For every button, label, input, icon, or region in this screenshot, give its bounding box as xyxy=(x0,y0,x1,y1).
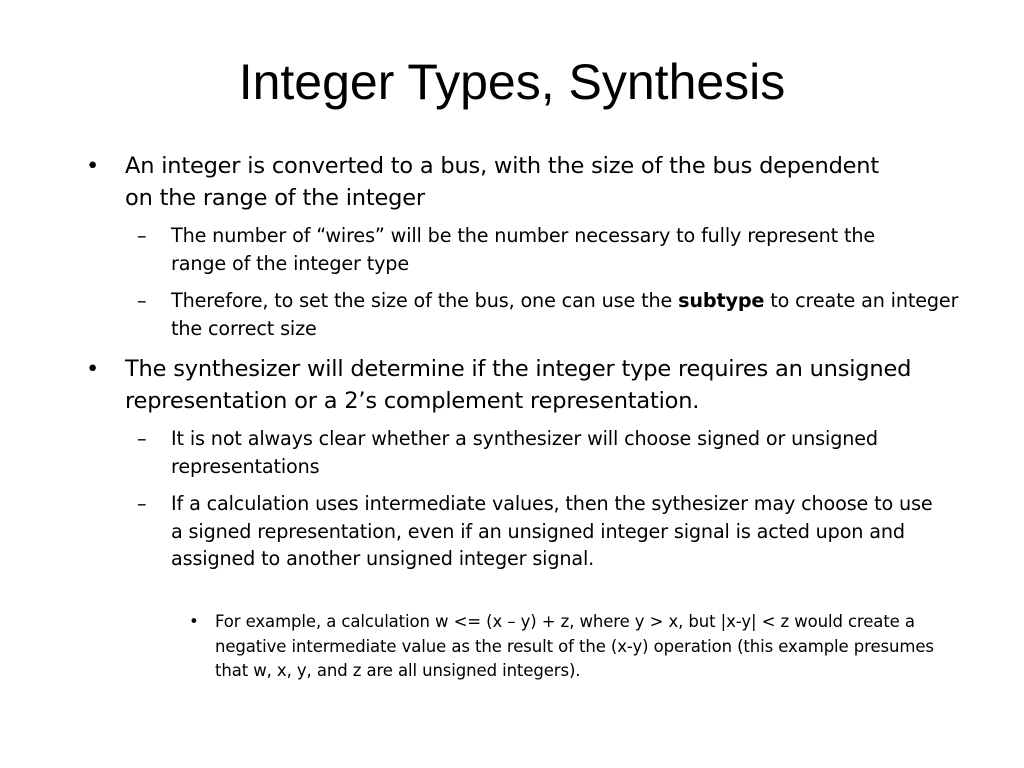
subbullet-2-1-text: It is not always clear whether a synthesizer will choose signed or unsigned representations xyxy=(171,427,878,478)
subtype-keyword: subtype xyxy=(678,289,765,312)
bullet-2-text: The synthesizer will determine if the integer type requires an unsigned representation or a 2’s complement representation. xyxy=(125,356,912,414)
bullet-1-text: An integer is converted to a bus, with the size of the bus dependent on the range of the integer xyxy=(125,153,879,211)
dash-marker: – xyxy=(137,224,147,247)
bullet-marker: • xyxy=(86,356,100,382)
subbullet-1-1-text: The number of “wires” will be the number necessary to fully represent the range of the integer type xyxy=(171,224,876,275)
dash-marker: – xyxy=(137,492,147,515)
dash-marker: – xyxy=(137,427,147,450)
subbullet-1-2-text-before: Therefore, to set the size of the bus, one can use the xyxy=(171,289,679,312)
subbullet-2-2-text: If a calculation uses intermediate values, then the sythesizer may choose to use a signed representation, even if an unsigned integer signal is acted upon and assigned to another unsigned integer signal. xyxy=(171,492,933,570)
subbullet-1-2-text-after: to create an integer the correct size xyxy=(171,289,959,340)
dash-marker: – xyxy=(137,289,147,312)
subsubbullet-2-2-1-text: For example, a calculation w <= (x – y) + z, where y > x, but |x-y| < z would create a negative intermediate value as the result of the (x-y) operation (this example presumes that w, x, y, and z are all unsigned integers). xyxy=(215,612,934,680)
subbullet-1-2-text xyxy=(171,287,971,342)
subbullet-marker: • xyxy=(189,612,199,631)
slide-title: Integer Types, Synthesis xyxy=(238,54,786,110)
bullet-marker: • xyxy=(86,153,100,179)
